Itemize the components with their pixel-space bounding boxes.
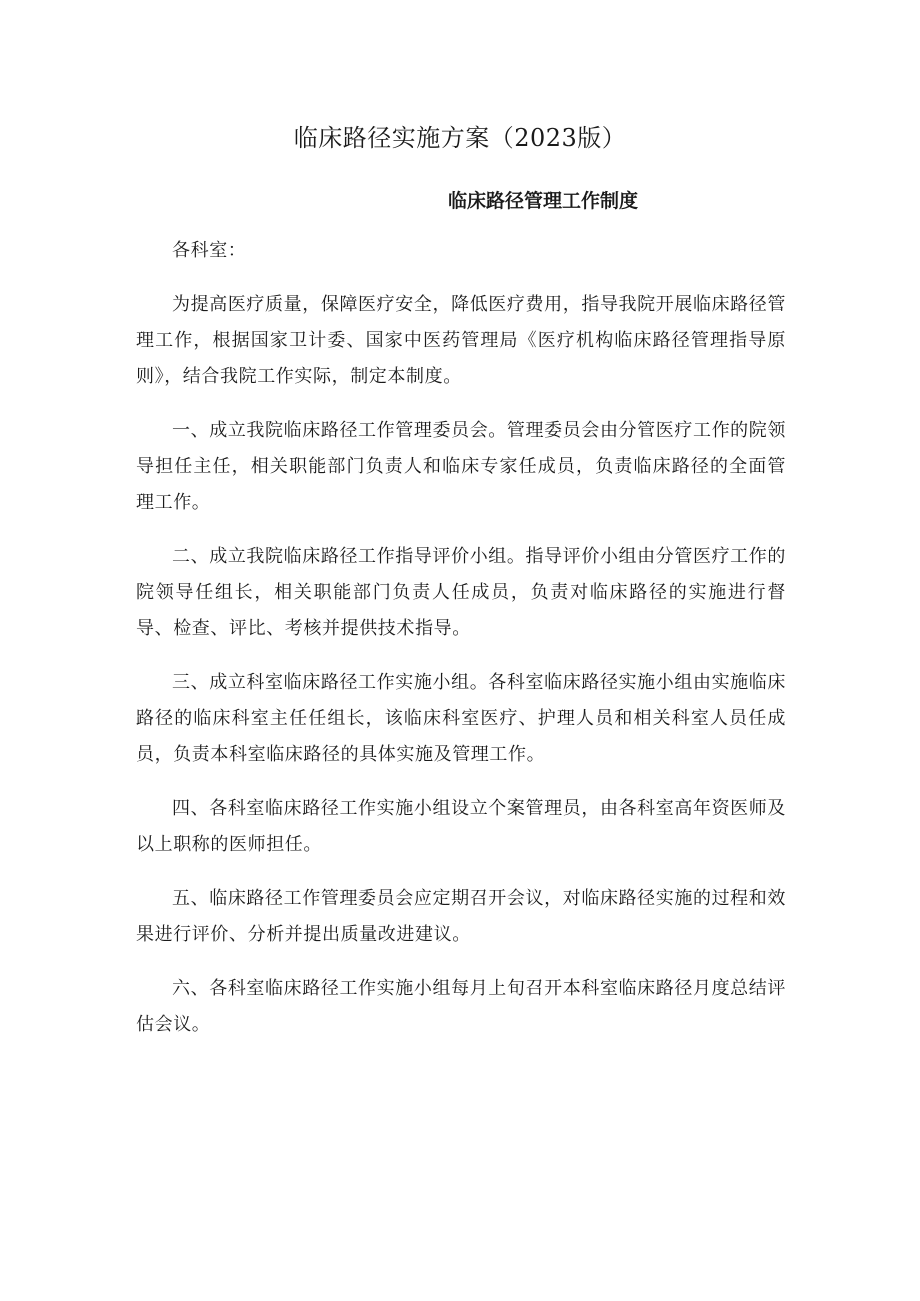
paragraph-item-1: 一、成立我院临床路径工作管理委员会。管理委员会由分管医疗工作的院领导担任主任，相关职能部门负责人和临床专家任成员，负责临床路径的全面管理工作。 bbox=[136, 420, 786, 513]
paragraph-item-5: 五、临床路径工作管理委员会应定期召开会议，对临床路径实施的过程和效果进行评价、分析并提出质量改进建议。 bbox=[136, 888, 786, 945]
document-subtitle: 临床路径管理工作制度 bbox=[448, 190, 639, 212]
paragraph-intro: 为提高医疗质量，保障医疗安全，降低医疗费用，指导我院开展临床路径管理工作，根据国家卫计委、国家中医药管理局《医疗机构临床路径管理指导原则》，结合我院工作实际，制定本制度。 bbox=[136, 294, 786, 387]
paragraph-item-3: 三、成立科室临床路径工作实施小组。各科室临床路径实施小组由实施临床路径的临床科室主任任组长，该临床科室医疗、护理人员和相关科室人员任成员，负责本科室临床路径的具体实施及管理工作。 bbox=[136, 672, 786, 765]
document-title: 临床路径实施方案（2023版） bbox=[293, 124, 627, 152]
paragraph-item-6: 六、各科室临床路径工作实施小组每月上旬召开本科室临床路径月度总结评估会议。 bbox=[136, 978, 786, 1035]
paragraph-item-4: 四、各科室临床路径工作实施小组设立个案管理员，由各科室高年资医师及以上职称的医师担任。 bbox=[136, 798, 786, 855]
paragraph-item-2: 二、成立我院临床路径工作指导评价小组。指导评价小组由分管医疗工作的院领导任组长，相关职能部门负责人任成员，负责对临床路径的实施进行督导、检查、评比、考核并提供技术指导。 bbox=[136, 546, 786, 639]
salutation: 各科室： bbox=[172, 240, 247, 261]
document-body bbox=[136, 233, 786, 1061]
